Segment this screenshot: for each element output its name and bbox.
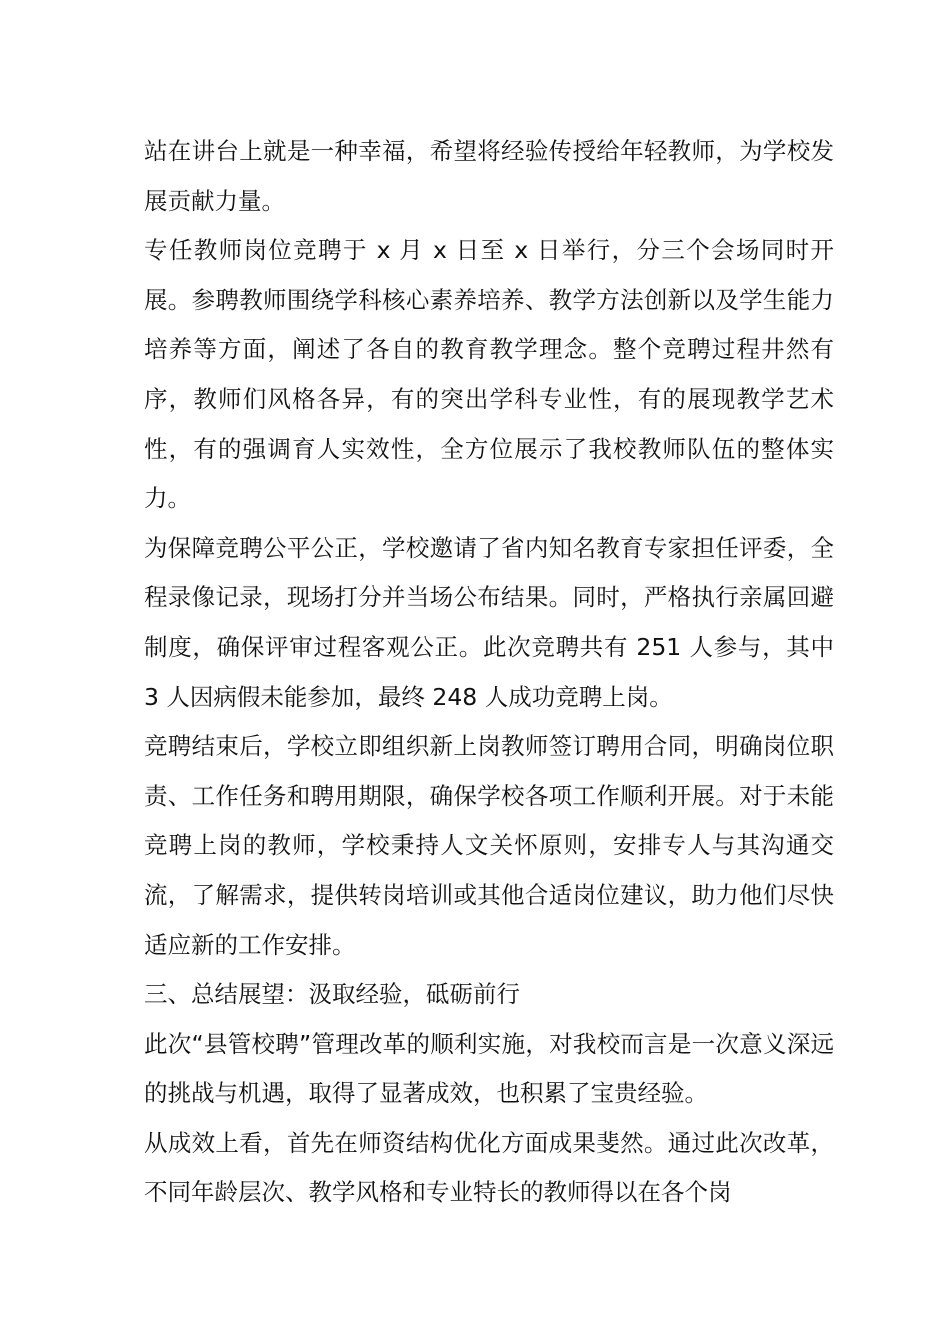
paragraph-1: 站在讲台上就是一种幸福，希望将经验传授给年轻教师，为学校发展贡献力量。 [144,137,834,215]
paragraph-6: 从成效上看，首先在师资结构优化方面成果斐然。通过此次改革，不同年龄层次、教学风格和专业特长的教师得以在各个岗 [144,1128,834,1207]
section-heading: 三、总结展望：汲取经验，砥砺前行 [144,980,520,1009]
paragraph-4: 竞聘结束后，学校立即组织新上岗教师签订聘用合同，明确岗位职责、工作任务和聘用期限，确保学校各项工作顺利开展。对于未能竞聘上岗的教师，学校秉持人文关怀原则，安排专人与其沟通交流，了解需求，提供转岗培训或其他合适岗位建议，助力他们尽快适应新的工作安排。 [144,732,834,959]
document-body [144,127,834,1218]
paragraph-5: 此次“县管校聘”管理改革的顺利实施，对我校而言是一次意义深远的挑战与机遇，取得了显著成效，也积累了宝贵经验。 [144,1029,834,1108]
paragraph-2: 专任教师岗位竞聘于 x 月 x 日至 x 日举行，分三个会场同时开展。参聘教师围绕学科核心素养培养、教学方法创新以及学生能力培养等方面，阐述了各自的教育教学理念。整个竞聘过程井然有序，教师们风格各异，有的突出学科专业性，有的展现教学艺术性，有的强调育人实效性，全方位展示了我校教师队伍的整体实力。 [144,236,834,513]
paragraph-3: 为保障竞聘公平公正，学校邀请了省内知名教育专家担任评委，全程录像记录，现场打分并当场公布结果。同时，严格执行亲属回避制度，确保评审过程客观公正。此次竞聘共有 251 人参与，其中 3 人因病假未能参加，最终 248 人成功竞聘上岗。 [144,533,834,711]
